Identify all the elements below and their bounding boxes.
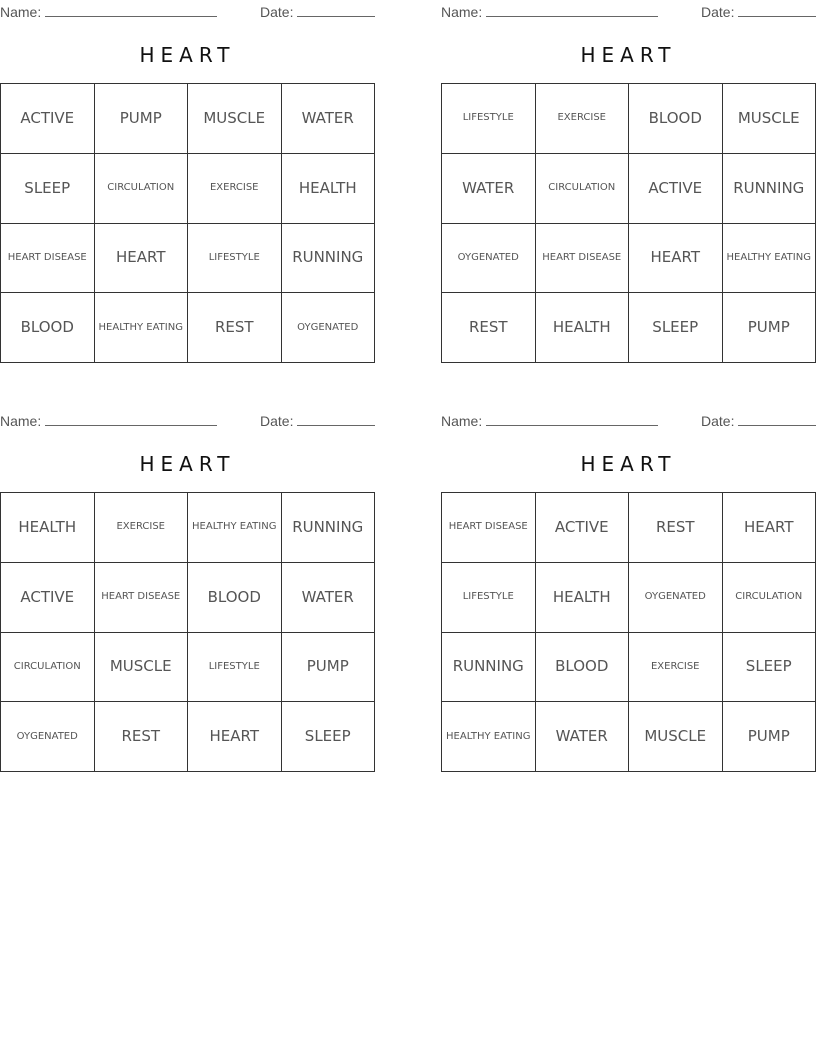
date-label: Date:: [701, 4, 735, 20]
bingo-cell: CIRCULATION: [1, 633, 95, 703]
bingo-cell: BLOOD: [536, 633, 630, 703]
date-blank: [738, 411, 816, 426]
date-field: [260, 2, 375, 20]
date-label: Date:: [260, 4, 294, 20]
bingo-cell: HEART: [95, 224, 189, 294]
bingo-cell: OYGENATED: [1, 702, 95, 772]
bingo-cell: LIFESTYLE: [442, 84, 536, 154]
card-title: HEART: [139, 43, 236, 67]
bingo-cell: BLOOD: [629, 84, 723, 154]
date-blank: [738, 2, 816, 17]
name-blank: [45, 411, 217, 426]
bingo-cell: HEALTH: [536, 293, 630, 363]
bingo-cell: REST: [442, 293, 536, 363]
bingo-cell: REST: [629, 493, 723, 563]
bingo-cell: SLEEP: [282, 702, 376, 772]
bingo-cell: HEART DISEASE: [1, 224, 95, 294]
bingo-cell: PUMP: [723, 293, 816, 363]
bingo-cell: OYGENATED: [629, 563, 723, 633]
bingo-cell: REST: [95, 702, 189, 772]
bingo-grid: [0, 492, 375, 772]
bingo-card-3: [0, 409, 375, 779]
name-field: [0, 411, 217, 429]
bingo-cell: REST: [188, 293, 282, 363]
info-line: [441, 411, 816, 429]
bingo-grid: [441, 83, 816, 363]
bingo-cell: HEALTHY EATING: [723, 224, 816, 294]
date-blank: [297, 2, 375, 17]
bingo-cell: RUNNING: [282, 224, 376, 294]
name-label: Name:: [0, 413, 42, 429]
bingo-cell: OYGENATED: [282, 293, 376, 363]
date-blank: [297, 411, 375, 426]
card-title: HEART: [139, 452, 236, 476]
name-field: [0, 2, 217, 20]
bingo-cell: HEART: [629, 224, 723, 294]
bingo-cell: ACTIVE: [629, 154, 723, 224]
bingo-cell: SLEEP: [629, 293, 723, 363]
bingo-cell: SLEEP: [723, 633, 816, 703]
bingo-cell: BLOOD: [188, 563, 282, 633]
bingo-cell: WATER: [282, 563, 376, 633]
bingo-cell: HEALTHY EATING: [95, 293, 189, 363]
bingo-cell: PUMP: [723, 702, 816, 772]
bingo-cell: HEALTHY EATING: [442, 702, 536, 772]
bingo-cell: ACTIVE: [1, 84, 95, 154]
bingo-cell: HEALTH: [536, 563, 630, 633]
card-title: HEART: [580, 452, 677, 476]
bingo-cell: ACTIVE: [536, 493, 630, 563]
bingo-cell: RUNNING: [723, 154, 816, 224]
bingo-cell: MUSCLE: [95, 633, 189, 703]
info-line: [0, 2, 375, 20]
bingo-cell: PUMP: [95, 84, 189, 154]
name-field: [441, 2, 658, 20]
date-field: [701, 2, 816, 20]
bingo-cell: LIFESTYLE: [188, 633, 282, 703]
date-field: [260, 411, 375, 429]
bingo-cell: HEALTH: [282, 154, 376, 224]
bingo-cell: LIFESTYLE: [442, 563, 536, 633]
bingo-cell: HEART DISEASE: [95, 563, 189, 633]
name-blank: [486, 2, 658, 17]
bingo-cell: WATER: [442, 154, 536, 224]
bingo-grid: [441, 492, 816, 772]
card-title: HEART: [580, 43, 677, 67]
date-label: Date:: [260, 413, 294, 429]
bingo-cell: WATER: [536, 702, 630, 772]
bingo-cell: LIFESTYLE: [188, 224, 282, 294]
name-label: Name:: [0, 4, 42, 20]
name-label: Name:: [441, 413, 483, 429]
bingo-cell: CIRCULATION: [536, 154, 630, 224]
bingo-cell: HEART DISEASE: [442, 493, 536, 563]
bingo-cell: CIRCULATION: [95, 154, 189, 224]
bingo-cell: HEALTH: [1, 493, 95, 563]
bingo-cell: RUNNING: [442, 633, 536, 703]
bingo-cell: MUSCLE: [629, 702, 723, 772]
bingo-card-4: [441, 409, 816, 779]
bingo-cell: EXERCISE: [629, 633, 723, 703]
bingo-cell: EXERCISE: [95, 493, 189, 563]
bingo-cell: CIRCULATION: [723, 563, 816, 633]
bingo-cell: ACTIVE: [1, 563, 95, 633]
bingo-cell: HEART: [188, 702, 282, 772]
name-label: Name:: [441, 4, 483, 20]
bingo-cell: BLOOD: [1, 293, 95, 363]
bingo-cell: HEALTHY EATING: [188, 493, 282, 563]
bingo-cell: PUMP: [282, 633, 376, 703]
bingo-cell: EXERCISE: [536, 84, 630, 154]
bingo-card-1: [0, 0, 375, 370]
date-field: [701, 411, 816, 429]
info-line: [441, 2, 816, 20]
bingo-cell: SLEEP: [1, 154, 95, 224]
bingo-cell: HEART: [723, 493, 816, 563]
bingo-cell: RUNNING: [282, 493, 376, 563]
name-blank: [45, 2, 217, 17]
bingo-cell: EXERCISE: [188, 154, 282, 224]
bingo-cell: MUSCLE: [188, 84, 282, 154]
bingo-cell: WATER: [282, 84, 376, 154]
bingo-cell: MUSCLE: [723, 84, 816, 154]
date-label: Date:: [701, 413, 735, 429]
bingo-cell: HEART DISEASE: [536, 224, 630, 294]
name-field: [441, 411, 658, 429]
name-blank: [486, 411, 658, 426]
info-line: [0, 411, 375, 429]
bingo-card-2: [441, 0, 816, 370]
bingo-cell: OYGENATED: [442, 224, 536, 294]
bingo-grid: [0, 83, 375, 363]
